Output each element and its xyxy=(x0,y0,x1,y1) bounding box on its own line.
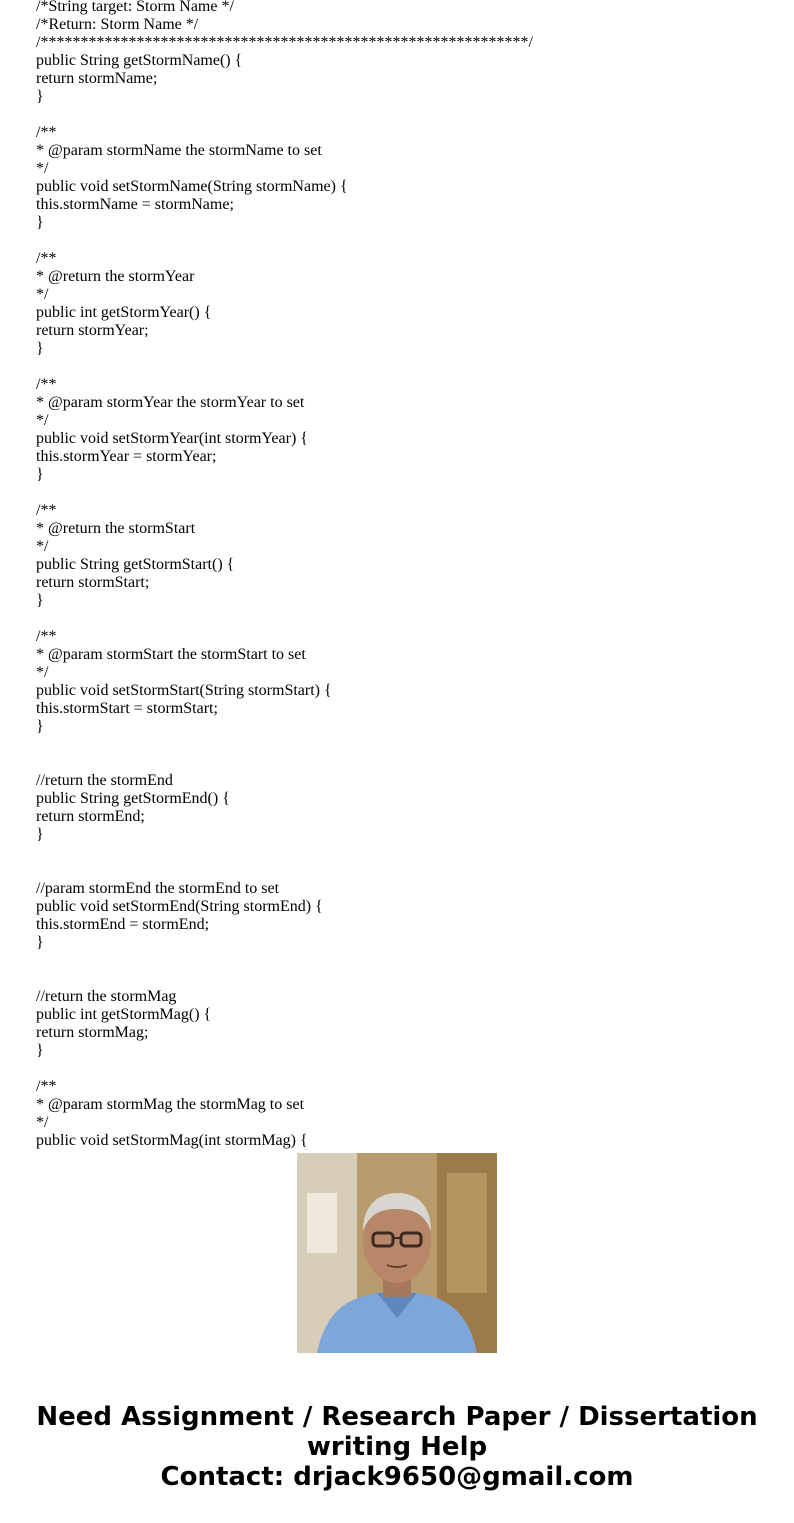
code-listing xyxy=(36,0,776,1149)
code-line: /*String target: Storm Name */ xyxy=(36,0,234,15)
code-line: public int getStormMag() { xyxy=(36,1006,212,1023)
code-line: */ xyxy=(36,1114,49,1131)
code-line: public void setStormMag(int stormMag) { xyxy=(36,1132,308,1149)
code-line: /*************************************************************/ xyxy=(36,34,533,51)
code-line: /** xyxy=(36,502,57,519)
code-line: * @return the stormYear xyxy=(36,268,195,285)
code-line xyxy=(36,106,776,124)
code-line: return stormEnd; xyxy=(36,808,145,825)
code-line xyxy=(36,952,776,970)
code-line: } xyxy=(36,934,44,951)
code-line: //param stormEnd the stormEnd to set xyxy=(36,880,280,897)
code-line: public void setStormName(String stormName) { xyxy=(36,178,348,195)
promo-line-2: writing Help xyxy=(306,1432,488,1462)
code-line: public void setStormEnd(String stormEnd) { xyxy=(36,898,323,915)
code-line: */ xyxy=(36,412,49,429)
code-line: /** xyxy=(36,628,57,645)
code-line: /** xyxy=(36,124,57,141)
code-line: } xyxy=(36,340,44,357)
code-line: */ xyxy=(36,286,49,303)
code-line: /** xyxy=(36,376,57,393)
code-line: this.stormEnd = stormEnd; xyxy=(36,916,210,933)
code-line: * @return the stormStart xyxy=(36,520,196,537)
code-line: public String getStormName() { xyxy=(36,52,243,69)
code-line: } xyxy=(36,214,44,231)
code-line: public void setStormStart(String stormStart) { xyxy=(36,682,332,699)
code-line xyxy=(36,970,776,988)
code-line: return stormYear; xyxy=(36,322,149,339)
code-line: public String getStormEnd() { xyxy=(36,790,230,807)
author-avatar xyxy=(297,1153,497,1353)
code-line xyxy=(36,754,776,772)
promo-contact: Contact: drjack9650@gmail.com xyxy=(160,1462,634,1492)
code-line: * @param stormYear the stormYear to set xyxy=(36,394,305,411)
code-line: public int getStormYear() { xyxy=(36,304,212,321)
code-line: * @param stormName the stormName to set xyxy=(36,142,322,159)
code-line: } xyxy=(36,466,44,483)
code-line: * @param stormStart the stormStart to set xyxy=(36,646,306,663)
code-line: return stormName; xyxy=(36,70,158,87)
code-line: return stormStart; xyxy=(36,574,150,591)
code-line: /** xyxy=(36,1078,57,1095)
person-portrait-icon xyxy=(297,1153,497,1353)
code-line: } xyxy=(36,826,44,843)
code-line: this.stormYear = stormYear; xyxy=(36,448,217,465)
code-line xyxy=(36,1060,776,1078)
code-line: */ xyxy=(36,538,49,555)
code-line xyxy=(36,736,776,754)
code-line: /*Return: Storm Name */ xyxy=(36,16,199,33)
code-line: //return the stormEnd xyxy=(36,772,173,789)
code-line xyxy=(36,232,776,250)
promo-banner xyxy=(0,1402,794,1492)
code-line: public void setStormYear(int stormYear) { xyxy=(36,430,308,447)
code-line: */ xyxy=(36,160,49,177)
code-line: this.stormName = stormName; xyxy=(36,196,234,213)
code-line: public String getStormStart() { xyxy=(36,556,235,573)
code-line xyxy=(36,844,776,862)
code-line: this.stormStart = stormStart; xyxy=(36,700,218,717)
code-line: */ xyxy=(36,664,49,681)
code-line: } xyxy=(36,718,44,735)
promo-line-1: Need Assignment / Research Paper / Dissertation xyxy=(36,1402,758,1432)
code-line: } xyxy=(36,1042,44,1059)
code-line: } xyxy=(36,592,44,609)
code-line: } xyxy=(36,88,44,105)
code-line xyxy=(36,484,776,502)
code-line xyxy=(36,862,776,880)
code-line xyxy=(36,358,776,376)
code-line: * @param stormMag the stormMag to set xyxy=(36,1096,305,1113)
code-line xyxy=(36,610,776,628)
code-line: return stormMag; xyxy=(36,1024,149,1041)
code-line: /** xyxy=(36,250,57,267)
code-line: //return the stormMag xyxy=(36,988,177,1005)
